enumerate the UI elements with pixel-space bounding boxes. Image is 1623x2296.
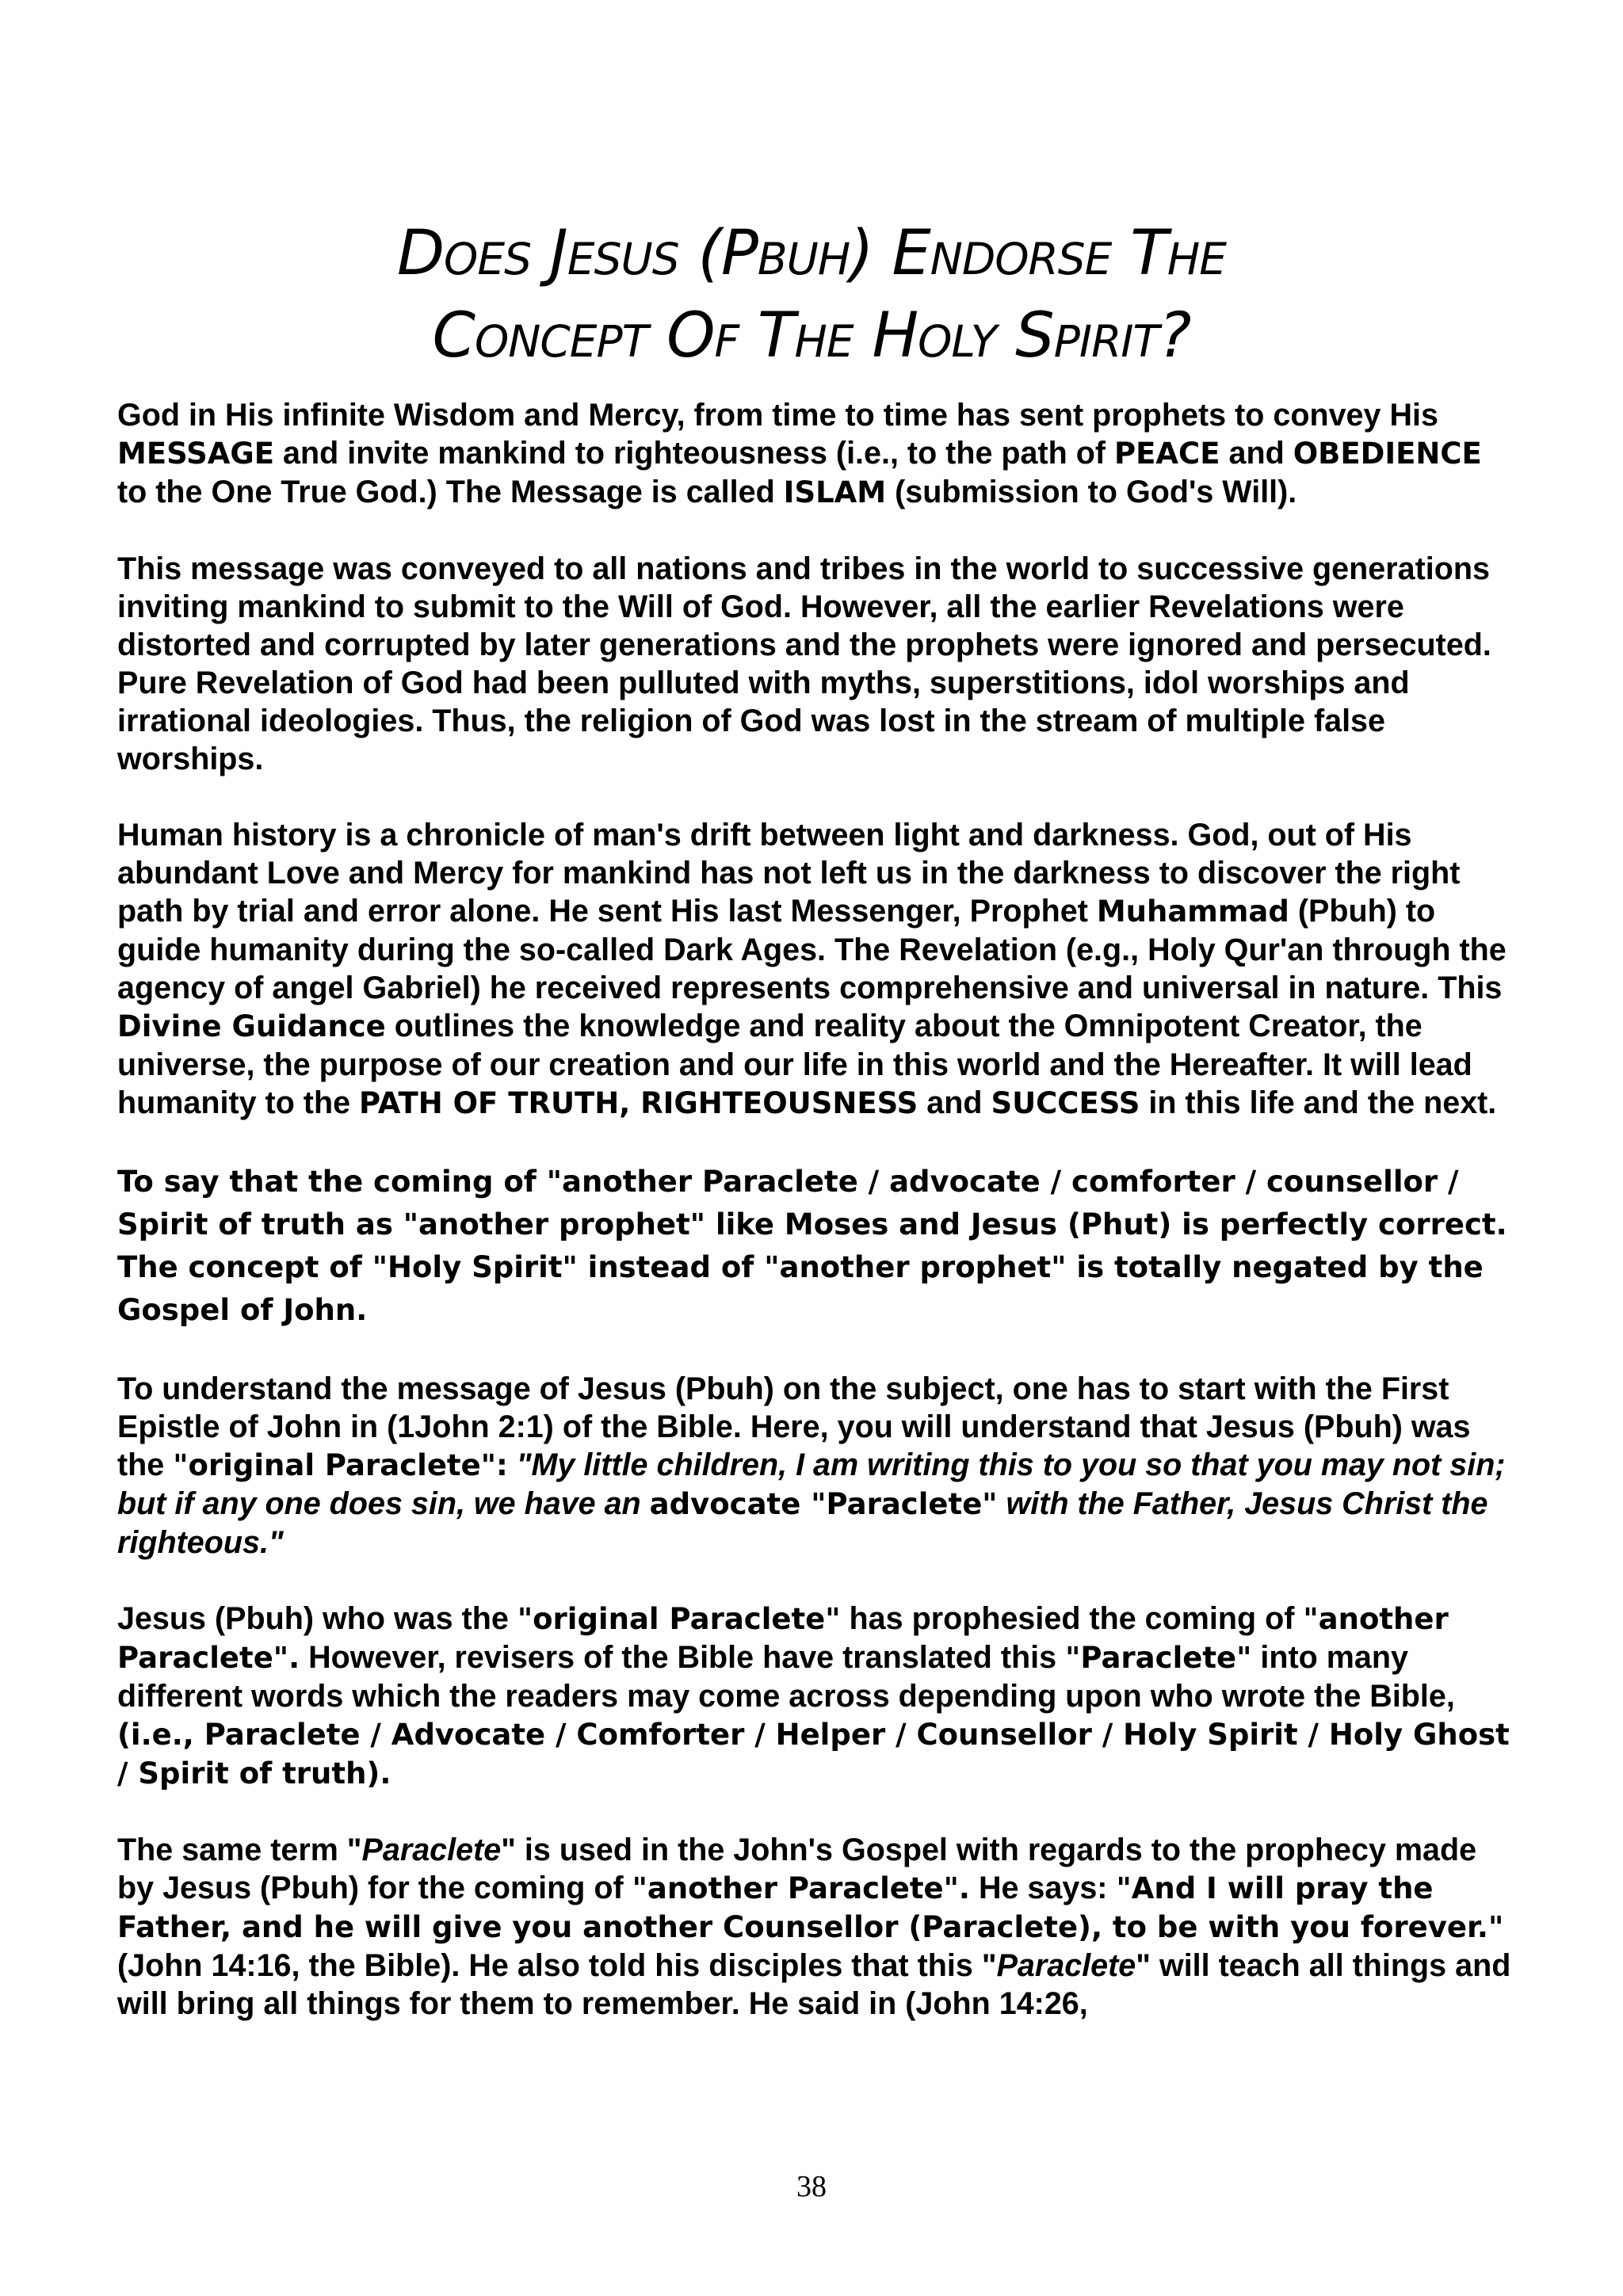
paragraph-3-text-e: in this life and the next. <box>1140 1085 1497 1120</box>
scripture-quote-john-14-16: "And I will pray the Father, and he will give you another Counsellor (Paraclete), to be with you forever." <box>117 1871 1504 1944</box>
keyword-islam: ISLAM <box>783 475 887 509</box>
keyword-original-paraclete: "original Paraclete": <box>173 1448 508 1482</box>
paragraph-6-text-a: Jesus (Pbuh) who was the <box>117 1601 517 1636</box>
paragraph-6-text-c: However, revisers of the Bible have translated this <box>300 1640 1066 1675</box>
keyword-peace: PEACE <box>1114 437 1220 471</box>
keyword-another-paraclete-2: "another Paraclete". <box>632 1871 970 1905</box>
paragraph-1 <box>117 396 1520 512</box>
keyword-divine-guidance: Divine Guidance <box>117 1009 386 1043</box>
title-line-2: Concept Of The Holy Spirit? <box>432 300 1191 372</box>
keyword-paraclete: "Paraclete" <box>1065 1641 1252 1675</box>
scripture-quote-2: with the Father, Jesus Christ the righteous." <box>117 1486 1488 1560</box>
paragraph-1-text-e: (submission to God's Will). <box>886 475 1297 509</box>
paragraph-7-text-a: The same term " <box>117 1833 362 1867</box>
paragraph-1-text-b: and invite mankind to righteousness (i.e., to the path of <box>274 436 1115 471</box>
keyword-original-paraclete-2: "original Paraclete" <box>517 1602 841 1636</box>
paragraph-1-text-a: God in His infinite Wisdom and Mercy, from time to time has sent prophets to convey His <box>117 398 1438 433</box>
keyword-success: SUCCESS <box>991 1086 1140 1120</box>
title-line-1: Does Jesus (Pbuh) Endorse The <box>397 218 1226 289</box>
keyword-translation-list: (i.e., Paraclete / Advocate / Comforter / Helper / Counsellor / Holy Spirit / Holy Ghost / Spirit of truth). <box>117 1718 1510 1791</box>
keyword-advocate-paraclete: advocate "Paraclete" <box>649 1487 998 1521</box>
paragraph-3-text-d: and <box>918 1085 991 1120</box>
keyword-muhammad: Muhammad <box>1096 894 1289 929</box>
paragraph-5-text-a: To understand the message of Jesus (Pbuh) on the subject, one has to start with the First Epistle of John in (1John 2:1) of the Bible. Here, you will understand that Jesus (Pbuh) was the <box>117 1371 1471 1482</box>
paragraph-3-text-a: Human history is a chronicle of man's drift between light and darkness. God, out of His abundant Love and Mercy for mankind has not left us in the darkness to discover the right path by trial and error alone. He sent His last Messenger, Prophet <box>117 818 1461 929</box>
paragraph-3-text-c: outlines the knowledge and reality about the Omnipotent Creator, the universe, the purpose of our creation and our life in this world and the Hereafter. It will lead humanity to the <box>117 1009 1472 1120</box>
keyword-another-paraclete: "another Paraclete". <box>117 1602 1449 1675</box>
page-number: 38 <box>796 2170 827 2203</box>
keyword-obedience: OBEDIENCE <box>1293 437 1482 471</box>
paragraph-3-text-b: (Pbuh) to guide humanity during the so-called Dark Ages. The Revelation (e.g., Holy Qur'an through the agency of angel Gabriel) he received represents comprehensive and universal in nature. This <box>117 894 1507 1005</box>
paragraph-6 <box>117 1600 1520 1793</box>
keyword-path-of-truth: PATH OF TRUTH, RIGHTEOUSNESS <box>359 1086 918 1120</box>
paragraph-1-text-c: and <box>1220 436 1293 471</box>
paragraph-5 <box>117 1370 1520 1562</box>
paragraph-1-text-d: to the One True God.) The Message is called <box>117 475 784 509</box>
italic-paraclete-1: Paraclete <box>361 1833 502 1867</box>
paragraph-7-text-d: (John 14:16, the Bible). He also told his disciples that this " <box>117 1948 997 1983</box>
italic-paraclete-2: Paraclete <box>996 1948 1136 1983</box>
paragraph-4-emphasis: To say that the coming of "another Paraclete / advocate / comforter / counsellor / Spirit of truth as "another prophet" like Moses and Jesus (Phut) is perfectly correct. The concept of "Holy Spirit" instead of "another prophet" is totally negated by the Gospel of John. <box>117 1165 1507 1327</box>
paragraph-6-text-d: into many different words which the readers may come across depending upon who wrote the Bible, <box>117 1640 1455 1714</box>
scripture-quote-1: "My little children, I am writing this to you so that you may not sin; but if any one does sin, we have an <box>117 1447 1506 1521</box>
paragraph-2: This message was conveyed to all nations and tribes in the world to successive generations inviting mankind to submit to the Will of God. However, all the earlier Revelations were distorted and corrupted by later generations and the prophets were ignored and persecuted. Pure Revelation of God had been pulluted with myths, superstitions, idol worships and irrational ideologies. Thus, the religion of God was lost in the stream of multiple false worships. <box>117 551 1491 776</box>
paragraph-7 <box>117 1831 1520 2023</box>
paragraph-7-text-b: " is used in the John's Gospel with regards to the prophecy made by Jesus (Pbuh) for the coming of <box>117 1833 1477 1905</box>
page-title <box>0 212 1623 377</box>
paragraph-3 <box>117 816 1520 1123</box>
paragraph-7-text-e: " will teach all things and will bring all things for them to remember. He said in (John 14:26, <box>117 1948 1511 2021</box>
paragraph-7-text-c: He says: <box>969 1871 1117 1905</box>
paragraph-6-text-b: has prophesied the coming of <box>840 1601 1304 1636</box>
body-text <box>117 396 1520 2061</box>
keyword-message: MESSAGE <box>117 437 275 471</box>
